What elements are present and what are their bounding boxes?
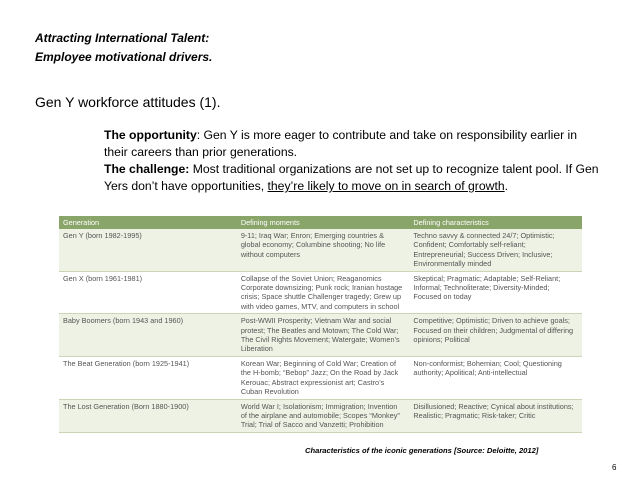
cell-generation: The Beat Generation (born 1925-1941) [59,356,237,399]
cell-moments: World War I; Isolationism; Immigration; Invention of the airplane and automobile; Scopes “Monkey” Trial; Trial of Sacco and Vanzetti; Prohibition [237,399,410,432]
cell-characteristics: Competitive; Optimistic; Driven to achieve goals; Focused on their children; Judgmental of differing opinions; Political [409,314,582,357]
cell-generation: Gen Y (born 1982-1995) [59,229,237,271]
cell-moments: Collapse of the Soviet Union; Reaganomics Corporate downsizing; Punk rock; Iranian hostage crisis; Space shuttle Challenger tragedy; Grew up with video games, MTV, and computers in school [237,271,410,314]
cell-generation: Baby Boomers (born 1943 and 1960) [59,314,237,357]
challenge-text: Most traditional organizations are not set up to recognize talent pool. If Gen Yers don’t have opportunities, [104,162,599,193]
challenge-paragraph [104,161,604,195]
table-row [59,271,582,314]
cell-moments: Post-WWII Prosperity; Vietnam War and social protest; The Beatles and Motown; The Cold War; The Civil Rights Movement; Watergate; Women’s Liberation [237,314,410,357]
table-caption: Characteristics of the iconic generations [Source: Deloitte, 2012] [305,446,539,455]
table-row [59,399,582,432]
opportunity-text: : Gen Y is more eager to contribute and take on responsibility earlier in their careers than prior generations. [104,128,578,159]
generations-table [59,216,582,433]
header-characteristics: Defining characteristics [409,216,582,229]
challenge-label: The challenge: [104,162,190,176]
table-row [59,356,582,399]
cell-characteristics: Skeptical; Pragmatic; Adaptable; Self-Reliant; Informal; Technoliterate; Diversity-Minded; Focused on today [409,271,582,314]
table-row [59,229,582,271]
opportunity-label: The opportunity [104,128,197,142]
cell-moments: Korean War; Beginning of Cold War; Creation of the H-bomb; “Bebop” Jazz; On the Road by Jack Kerouac; Abstract expressionist art; Castro’s Cuban Revolution [237,356,410,399]
cell-generation: The Lost Generation (Born 1880-1900) [59,399,237,432]
cell-characteristics: Techno savvy & connected 24/7; Optimistic; Confident; Comfortably self-reliant; Entrepreneurial; Success Driven; Inclusive; Environmentally minded [409,229,582,271]
header-line-2: Employee motivational drivers. [35,50,213,64]
challenge-underlined: they’re likely to move on in search of growth [267,179,505,193]
body-text [104,127,604,195]
section-title: Gen Y workforce attitudes (1). [35,94,221,110]
header-line-1: Attracting International Talent: [35,31,210,45]
header-moments: Defining moments [237,216,410,229]
table-header-row [59,216,582,229]
page-number: 6 [612,463,617,472]
cell-characteristics: Disillusioned; Reactive; Cynical about institutions; Realistic; Pragmatic; Risk-taker; Critic [409,399,582,432]
header-generation: Generation [59,216,237,229]
cell-characteristics: Non-conformist; Bohemian; Cool; Questioning authority; Apolitical; Anti-intellectual [409,356,582,399]
cell-generation: Gen X (born 1961-1981) [59,271,237,314]
table-row [59,314,582,357]
opportunity-paragraph [104,127,604,161]
challenge-end: . [504,179,508,193]
cell-moments: 9-11; Iraq War; Enron; Emerging countries & global economy; Columbine shooting; No life without computers [237,229,410,271]
header-title [35,29,212,67]
